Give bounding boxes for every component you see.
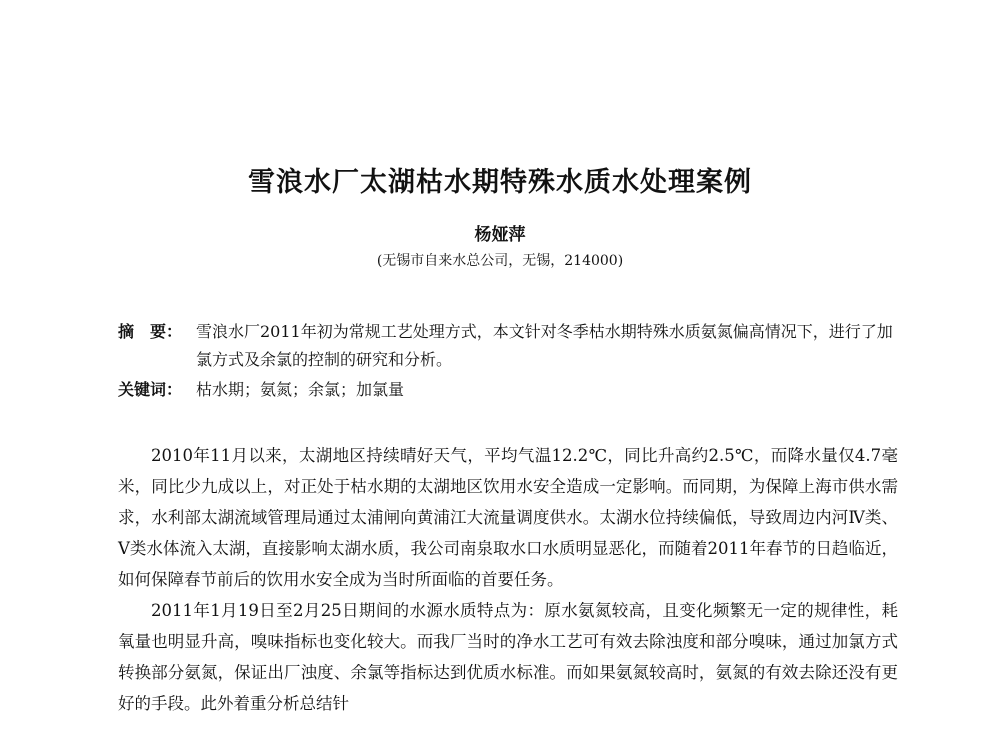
keywords-text: 枯水期；氨氮；余氯；加氯量: [196, 380, 405, 399]
body-paragraph-2: 2011年1月19日至2月25日期间的水源水质特点为：原水氨氮较高，且变化频繁无一定的规律性，耗氧量也明显升高，嗅味指标也变化较大。而我厂当时的净水工艺可有效去除浊度和部分嗅味，通过加氯方式转换部分氨氮，保证出厂浊度、余氯等指标达到优质水标准。而如果氨氮较高时，氨氮的有效去除还没有更好的手段。此外着重分析总结针: [118, 601, 898, 713]
abstract-row: [118, 318, 898, 374]
paper-title: 雪浪水厂太湖枯水期特殊水质水处理案例: [248, 167, 752, 198]
abstract-label: 摘 要：: [118, 322, 183, 341]
keywords-row: [118, 376, 898, 404]
body-paragraph-1: 2010年11月以来，太湖地区持续晴好天气，平均气温12.2℃，同比升高约2.5℃，而降水量仅4.7毫米，同比少九成以上，对正处于枯水期的太湖地区饮用水安全造成一定影响。而同期，为保障上海市供水需求，水利部太湖流域管理局通过太浦闸向黄浦江大流量调度供水。太湖水位持续偏低，导致周边内河Ⅳ类、Ⅴ类水体流入太湖，直接影响太湖水质，我公司南泉取水口水质明显恶化，而随着2011年春节的日趋临近，如何保障春节前后的饮用水安全成为当时所面临的首要任务。: [118, 446, 898, 589]
author-name: 杨娅萍: [474, 225, 526, 245]
author-affiliation: (无锡市自来水总公司，无锡，214000): [376, 253, 624, 269]
keywords-label: 关键词：: [118, 380, 183, 399]
abstract-section: [118, 318, 898, 404]
body-text: [118, 440, 898, 719]
abstract-text: 雪浪水厂2011年初为常规工艺处理方式，本文针对冬季枯水期特殊水质氨氮偏高情况下，进行了加氯方式及余氯的控制的研究和分析。: [196, 322, 893, 369]
